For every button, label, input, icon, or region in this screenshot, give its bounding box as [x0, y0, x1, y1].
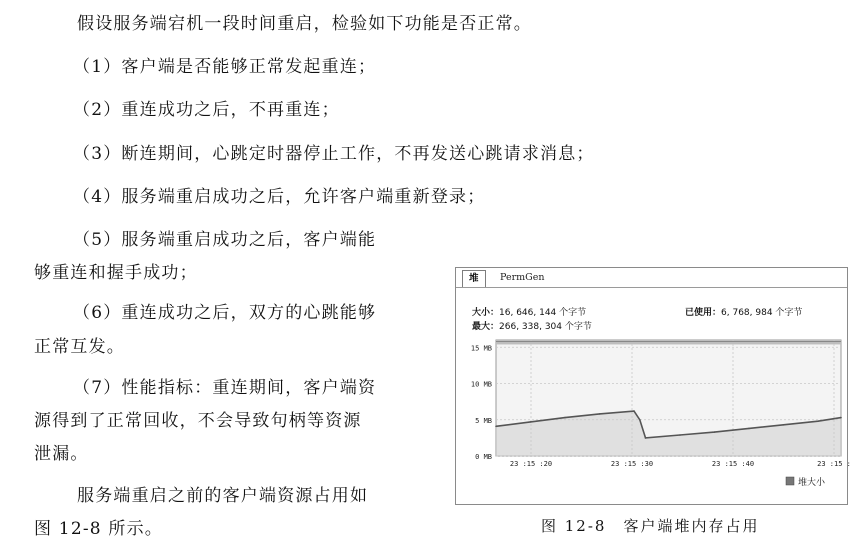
list-item-1: （1）客户端是否能够正常发起重连； [73, 57, 377, 77]
heap-used-point [633, 410, 635, 412]
heap-chart [456, 268, 851, 504]
heap-size-label: 大小： [472, 308, 500, 318]
y-tick-label: 5 MB [475, 416, 492, 425]
heap-size-value: 16, 646, 144 个字节 [499, 308, 587, 318]
intro-paragraph: 假设服务端宕机一段时间重启，检验如下功能是否正常。 [77, 14, 532, 34]
list-item-6-line2: 正常互发。 [34, 337, 125, 357]
heap-used-point [817, 420, 819, 422]
y-tick-label: 15 MB [470, 344, 492, 353]
x-tick-label: 23 :15 :40 [711, 460, 755, 468]
x-tick-label: 23 :15 :30 [610, 460, 654, 468]
list-item-5-line1: （5）服务端重启成功之后，客户端能 [73, 230, 377, 250]
heap-used-point [639, 419, 641, 421]
list-item-6-line1: （6）重连成功之后，双方的心跳能够 [73, 303, 377, 323]
heap-max-value: 266, 338, 304 个字节 [499, 322, 592, 332]
legend-swatch [786, 477, 794, 485]
y-tick-label: 0 MB [475, 453, 492, 461]
heap-used-point [714, 431, 716, 433]
heap-used-point [748, 428, 750, 430]
heap-used-point [495, 426, 497, 428]
list-item-5-line2: 够重连和握手成功； [34, 263, 198, 283]
heap-used-point [645, 437, 647, 439]
list-item-3: （3）断连期间，心跳定时器停止工作，不再发送心跳请求消息； [73, 144, 595, 164]
list-item-7-line2: 源得到了正常回收，不会导致句柄等资源 [34, 411, 362, 431]
closing-line1: 服务端重启之前的客户端资源占用如 [77, 486, 369, 506]
tab-heap[interactable]: 堆 [462, 270, 486, 287]
heap-used-point [530, 421, 532, 423]
heap-used-point [783, 424, 785, 426]
heap-memory-figure [455, 267, 851, 505]
heap-used-point [599, 413, 601, 415]
y-tick-label: 10 MB [470, 380, 492, 389]
heap-used-point [840, 417, 842, 419]
legend-label: 堆大小 [798, 478, 826, 488]
heap-used-value: 6, 768, 984 个字节 [721, 308, 803, 318]
list-item-7-line3: 泄漏。 [34, 444, 89, 464]
heap-used-label: 已使用： [685, 308, 722, 318]
closing-line2: 图 12-8 所示。 [34, 519, 163, 539]
heap-used-point [564, 417, 566, 419]
heap-max-label: 最大： [472, 322, 500, 332]
list-item-7-line1: （7）性能指标：重连期间，客户端资 [73, 378, 377, 398]
x-tick-label: 23 :15 : [817, 460, 851, 468]
figure-caption: 图 12-8 客户端堆内存占用 [541, 517, 760, 535]
tab-permgen[interactable]: PermGen [500, 272, 545, 283]
list-item-4: （4）服务端重启成功之后，允许客户端重新登录； [73, 187, 486, 207]
heap-size-band [496, 340, 841, 344]
list-item-2: （2）重连成功之后，不再重连； [73, 100, 340, 120]
x-tick-label: 23 :15 :20 [509, 460, 553, 468]
heap-used-point [679, 434, 681, 436]
